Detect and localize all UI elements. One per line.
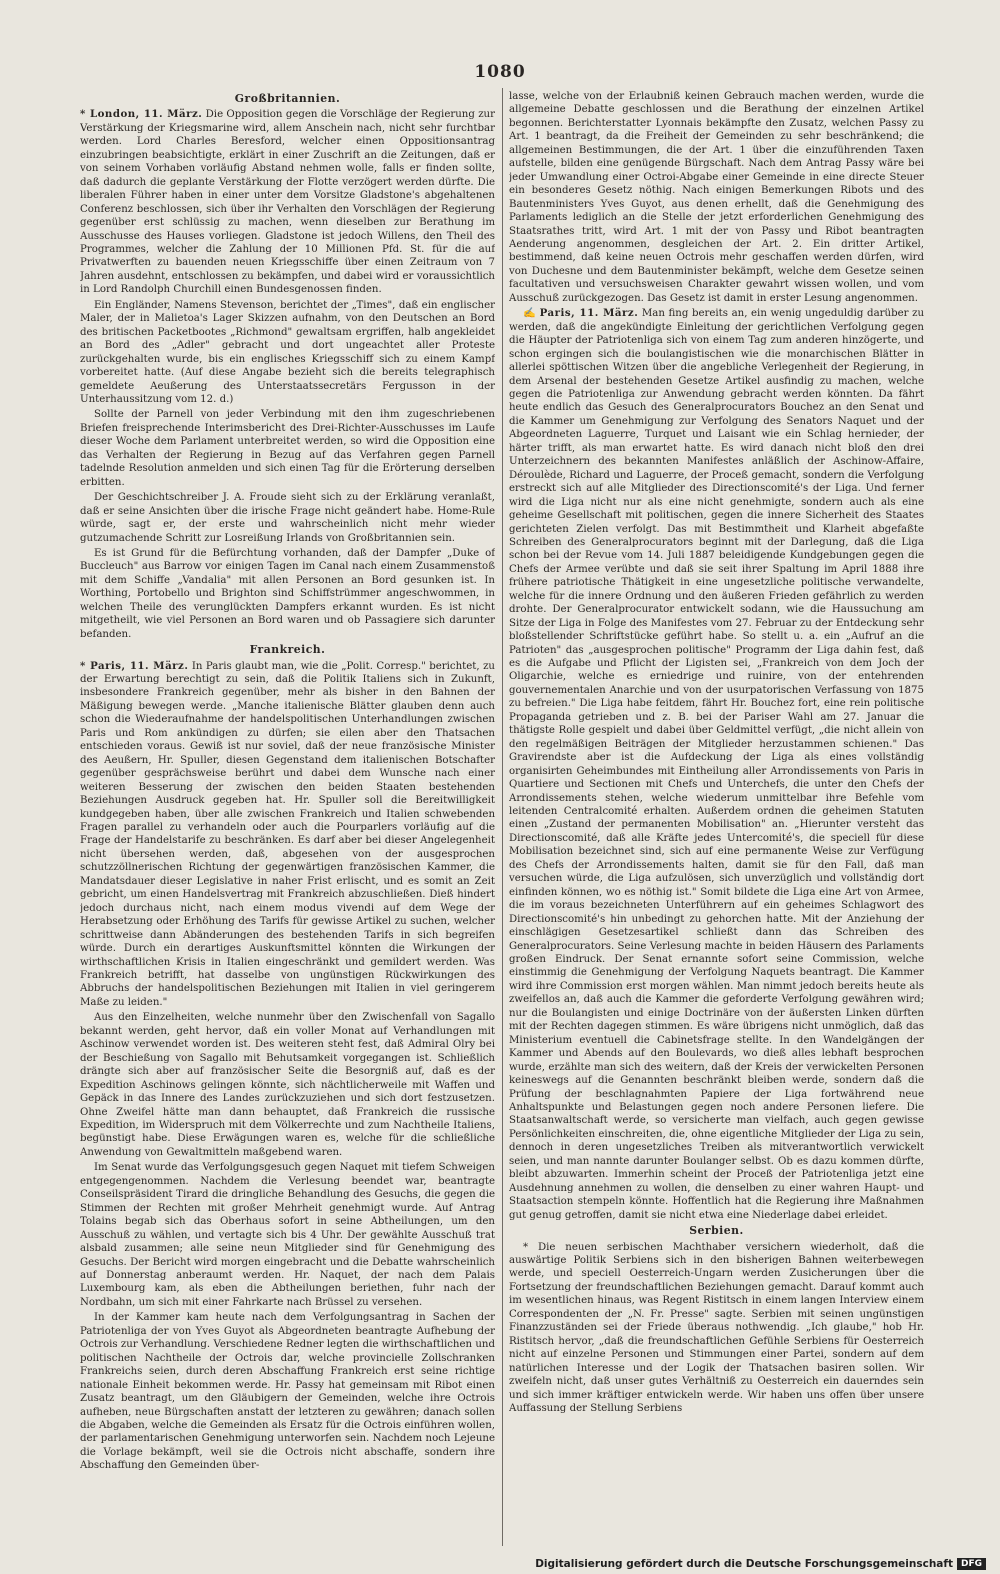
paragraph-text: Man fing bereits an, ein wenig ungeduldig darüber zu werden, daß die angekündigte Einleitung der gerichtlichen Verfolgung gegen die Häupter der Patriotenliga sich von einem Tag zum anderen hinzögerte, und schon ergingen sich die boulangistischen wie die monarchischen Blätter in allerlei spöttischen Witzen über die angebliche Verlegenheit der Regierung, in dem Arsenal der bestehenden Gesetze Artikel ausfindig zu machen, welche gegen die Patriotenliga zur Anwendung gebracht werden könnten. Da fährt heute endlich das Gesuch des Generalprocurators Bouchez an den Senat und die Kammer um Genehmigung zur Verfolgung des Senators Naquet und der Abgeordneten Laguerre, Turquet und Laisant wie ein Schlag hernieder, der härter trifft, als man erwartet hatte. Es wird danach nicht bloß den drei Unterzeichnern des bekannten Manifestes anläßlich der Aschinow-Affaire, Déroulède, Richard und Laguerre, der Proceß gemacht, sondern die Verfolgung erstreckt sich auf alle Mitglieder des Directionscomité's der Liga. Und ferner wird die Liga nicht nur als eine nicht genehmigte, sondern auch als eine geheime Gesellschaft mit politischen, gegen die innere Sicherheit des Staates gerichteten Zielen verfolgt. Das mit Bestimmtheit und Klarheit abgefaßte Schreiben des Generalprocurators beginnt mit der Darlegung, daß die Liga schon bei der Revue vom 14. Juli 1887 beleidigende Kundgebungen gegen die Chefs der Armee verübte und daß sie seit ihrer Spaltung im April 1888 ihre frühere patriotische Thätigkeit in eine ungesetzliche politische verwandelte, welche für die innere Ordnung und den äußeren Frieden gefährlich zu werden drohte. Der Generalprocurator entwickelt sodann, wie die Haussuchung am Sitze der Liga in Folge des Manifestes vom 27. Februar zu der Entdeckung sehr bloßstellender Schriftstücke geführt habe. So stellt u. a. ein „Aufruf an die Patrioten" das „ausgesprochen politische" Programm der Liga dahin fest, daß es die Aufgabe und Pflicht der Ligisten sei, „Frankreich von dem Joch der Oligarchie, welche es erniedrige und ruinire, von der entehrenden gouvernementalen Anarchie und von der usurpatorischen Verfassung von 1875 zu befreien." Die Liga habe feitdem, fährt Hr. Bouchez fort, eine rein politische Propaganda getrieben und z. B. bei der Pariser Wahl am 27. Januar die thätigste Rolle gespielt und dabei über Geldmittel verfügt, „die nicht allein von den regelmäßigen Beiträgen der Mitglieder herzustammen schienen." Das Gravirendste aber ist die Aufdeckung der Liga als eines vollständig organisirten Geheimbundes mit Eintheilung aller Arrondissements von Paris in Quartiere und Sectionen mit Chefs und Unterchefs, die unter den Chefs der Arrondissements stehen, welche wiederum unmittelbar ihre Befehle vom leitenden Centralcomité erhalten. Außerdem ordnen die geheimen Statuten einen „Zustand der permanenten Mobilisation" an. „Hierunter versteht das Directionscomité, daß alle Kräfte jedes Untercomité's, die speciell für diese Mobilisation bezeichnet sind, sich auf eine permanente Weise zur Verfügung des Chefs der Arrondissements halten, damit sie für den Fall, daß man versuchen würde, die Liga aufzulösen, sich unverzüglich und vollständig dort einfinden können, wo es nöthig ist." Somit bildete die Liga eine Art von Armee, die im voraus bezeichneten Unterführern auf ein geheimes Schlagwort des Directionscomité's hin unbedingt zu gehorchen hatte. Mit der Anziehung der einschlägigen Gesetzesartikel schließt dann das Schreiben des Generalprocurators. Seine Verlesung machte in beiden Häusern des Parlaments großen Eindruck. Der Senat ernannte sofort seine Commission, welche einstimmig die Genehmigung der Verfolgung Naquets beantragt. Die Kammer wird ihre Commission erst morgen wählen. Man nimmt jedoch bereits heute als zweifellos an, daß auch die Kammer die geforderte Verfolgung gewähren wird; nur die Boulangisten und einige Doctrinäre von der äußersten Linken dürften mit der Rechten dagegen stimmen. Es wäre übrigens nicht unmöglich, daß das Ministerium eventuell die Cabinetsfrage stellte. In den Wandelgängen der Kammer und Abends auf den Boulevards, wo dieß alles lebhaft besprochen wurde, erzählte man sich des weitern, daß der Kreis der verwickelten Personen keineswegs auf die Genannten beschränkt bleiben werde, sondern daß die Prüfung der beschlagnahmten Papiere der Liga fortwährend neue Anhaltspunkte und Belastungen gegen noch andere Personen liefere. Die Staatsanwaltschaft werde, so versicherte man vielfach, auch gegen gewisse Persönlichkeiten einschreiten, die, ohne eigentliche Mitglieder der Liga zu sein, dennoch in deren ungesetzliches Treiben als mitverantwortlich verwickelt seien, und man nannte darunter Boulanger selbst. Ob es dazu kommen dürfte, bleibt abzuwarten. Immerhin scheint der Proceß der Patriotenliga jetzt eine Ausdehnung annehmen zu wollen, die denselben zu einer wahren Haupt- und Staatsaction stempeln könnte. Hoffentlich hat die Regierung ihre Maßnahmen gut genug getroffen, damit sie nicht etwa eine Niederlage dabei erleidet. [509,308,924,1221]
section-heading-france: Frankreich. [249,643,326,657]
paragraph-text: Die Opposition gegen die Vorschläge der Regierung zur Verstärkung der Kriegsmarine wird, allem Anschein nach, nicht sehr furchtbar werden. Lord Charles Beresford, welcher einen Oppositionsantrag einzubringen beabsichtigte, erklärt in einer Zuschrift an die Zeitungen, daß er von seinem Vorhaben vorläufig Abstand nehmen wolle, falls er finden sollte, daß dadurch die geplante Verstärkung der Flotte verzögert werden dürfte. Die liberalen Führer haben in einer unter dem Vorsitze Gladstone's abgehaltenen Conferenz beschlossen, sich über ihr Verhalten den Vorschlägen der Regierung gegenüber erst schlüssig zu machen, wenn dieselben zur Berathung im Ausschusse des Hauses vorliegen. Gladstone ist jedoch Willens, den Theil des Programmes, welcher die Zahlung der 10 Millionen Pfd. St. für die auf Privatwerften zu bauenden neuen Kriegsschiffe über einen Zeitraum von 7 Jahren ausdehnt, entschlossen zu bekämpfen, und dabei wird er voraussichtlich in Lord Randolph Churchill einen Bundesgenossen finden. [80,109,495,296]
article-paragraph: Aus den Einzelheiten, welche nunmehr über den Zwischenfall von Sagallo bekannt werden, geht hervor, daß ein voller Monat auf Verhandlungen mit Aschinow verwendet worden ist. Des weiteren steht fest, daß Admiral Olry bei der Beschießung von Sagallo mit Behutsamkeit vorgegangen ist. Schließlich drängte sich aber auf französischer Seite die Besorgniß auf, daß es der Expedition Aschinows gelingen könnte, sich nächtlicherweile mit Waffen und Gepäck in das Innere des Landes zurückzuziehen und sich dort festzusetzen. Ohne Zweifel hätte man dann behauptet, daß Frankreich die russische Expedition, im Widerspruch mit dem Völkerrechte und zum Nachtheile Italiens, begünstigt habe. Diese Erwägungen waren es, welche für die schließliche Anwendung von Gewaltmitteln maßgebend waren. [80,1012,495,1158]
right-column [509,90,924,1550]
article-paragraph: lasse, welche von der Erlaubniß keinen Gebrauch machen werden, wurde die allgemeine Debatte geschlossen und die Berathung der einzelnen Artikel begonnen. Berichterstatter Lyonnais bekämpfte den Zusatz, welchen Passy zu Art. 1 beantragt, da die Freiheit der Gemeinden zu sehr beschränkend; die allgemeinen Bestimmungen, die der Art. 1 über die einzuführenden Taxen aufstelle, bilden eine genügende Bürgschaft. Nach dem Antrag Passy wäre bei jeder Umwandlung einer Octroi-Abgabe einer Gemeinde in eine directe Steuer ein besonderes Gesetz nöthig. Nach einigen Bemerkungen Ribots und des Bautenministers Yves Guyot, aus denen erhellt, daß die Genehmigung des Parlaments lediglich an die Stelle der jetzt erforderlichen Genehmigung des Staatsrathes tritt, wird Art. 1 mit der von Passy und Ribot beantragten Aenderung angenommen, desgleichen der Art. 2. Ein dritter Artikel, bestimmend, daß keine neuen Octrois mehr geschaffen werden dürfen, wird von Duchesne und dem Bautenminister bekämpft, welche dem Gesetze seinen facultativen und versuchsweisen Charakter gewahrt wissen wollen, und vom Ausschuß zurückgezogen. Das Gesetz ist damit in erster Lesung angenommen. [509,91,924,304]
dateline: * London, 11. März. [80,108,203,121]
paragraph-text: In Paris glaubt man, wie die „Polit. Corresp." berichtet, zu der Erwartung berechtigt zu sein, daß die Politik Italiens sich in Zukunft, insbesondere Frankreich gegenüber, mehr als bisher in den Bahnen der Mäßigung bewegen werde. „Manche italienische Blätter glauben denn auch schon die Wiederaufnahme der handelspolitischen Unterhandlungen zwischen Paris und Rom ankündigen zu dürfen; sie eilen aber den Thatsachen entschieden voraus. Gewiß ist nur soviel, daß der neue französische Minister des Aeußern, Hr. Spuller, diesen Gegenstand dem italienischen Botschafter gegenüber gesprächsweise berührt und dabei dem Wunsche nach einer weiteren Besserung der zwischen den beiden Staaten bestehenden Beziehungen Ausdruck gegeben hat. Hr. Spuller soll die Bereitwilligkeit kundgegeben haben, über alle zwischen Frankreich und Italien schwebenden Fragen parallel zu verhandeln oder auch die Pourparlers vorläufig auf die Frage der Handelstarife zu beschränken. Es darf aber bei dieser Angelegenheit nicht übersehen werden, daß, abgesehen von der ausgesprochen schutzzöllnerischen Richtung der gegenwärtigen französischen Kammer, die Mandatsdauer dieser Legislative in naher Frist erlischt, und es somit an Zeit gebricht, um einen Handelsvertrag mit Frankreich abzuschließen. Dieß hindert jedoch durchaus nicht, nach einem modus vivendi auf dem Wege der Herabsetzung oder Erhöhung des Tarifs für gewisse Artikel zu suchen, welcher schrittweise dann Abänderungen des bestehenden Tarifs in sich begreifen würde. Durch ein derartiges Auskunftsmittel könnten die Wirkungen der wirthschaftlichen Krisis in Italien eingeschränkt und gemildert werden. Was Frankreich betrifft, hat dasselbe von ungünstigen Rückwirkungen des Abbruchs der handelspolitischen Beziehungen mit Italien in viel geringerem Maße zu leiden." [80,660,495,1008]
dateline: Paris, 11. März. [539,307,639,320]
article-paragraph: * Die neuen serbischen Machthaber versichern wiederholt, daß die auswärtige Politik Serbiens sich in den bisherigen Bahnen weiterbewegen werde, und speciell Oesterreich-Ungarn werden Zusicherungen über die Fortsetzung der freundschaftlichen Beziehungen gemacht. Darauf kommt auch im wesentlichen hinaus, was Regent Ristitsch in einem langen Interview einem Correspondenten der „N. Fr. Presse" sagte. Serbien mit seinen ungünstigen Finanzzuständen sei der Friede überaus nothwendig. „Ich glaube," hob Hr. Ristitsch hervor, „daß die freundschaftlichen Gefühle Serbiens für Oesterreich nicht auf einzelne Personen und Stimmungen einer Partei, sondern auf dem natürlichen Interesse und der Logik der Thatsachen basiren sollen. Wir zweifeln nicht, daß unser gutes Verhältniß zu Oesterreich ein dauerndes sein und sich immer kräftiger entwickeln werde. Wir haben uns offen über unsere Auffassung der Stellung Serbiens [509,1241,924,1414]
digitization-footer [535,1558,986,1570]
article-paragraph: In der Kammer kam heute nach dem Verfolgungsantrag in Sachen der Patriotenliga der von Yves Guyot als Abgeordneten beantragte Aufhebung der Octrois zur Verhandlung. Verschiedene Redner legten die wirthschaftlichen und politischen Nachtheile der Octrois dar, welche provincielle Zollschranken Frankreichs seien, durch deren Abschaffung Frankreich erst seine richtige nationale Einheit bekommen werde. Hr. Passy hat gemeinsam mit Ribot einen Zusatz beantragt, um den Gläubigern der Gemeinden, welche ihre Octrois aufheben, neue Bürgschaften anstatt der letzteren zu gewähren; danach sollen die Abgaben, welche die Gemeinden als Ersatz für die Octrois einführen wollen, der parlamentarischen Genehmigung unterworfen sein. Nachdem noch Lejeune die Vorlage bekämpft, weil sie die Octrois nicht abschaffe, sondern ihre Abschaffung den Gemeinden über- [80,1312,495,1472]
article-paragraph [80,108,495,296]
article-paragraph [509,307,924,1222]
page-number: 1080 [474,62,526,82]
dateline: * Paris, 11. März. [80,659,189,672]
article-paragraph: Der Geschichtschreiber J. A. Froude sieht sich zu der Erklärung veranlaßt, daß er seine Ansichten über die irische Frage nicht geändert habe. Home-Rule würde, sagt er, der erste und wahrscheinlich nicht mehr wieder gutzumachende Schritt zur Losreißung Irlands von Großbritannien sein. [80,492,495,544]
section-heading-great-britain: Großbritannien. [234,92,341,105]
left-column [80,90,495,1550]
dfg-logo: DFG [957,1558,986,1570]
section-heading-serbia: Serbien. [689,1224,744,1238]
article-paragraph: Im Senat wurde das Verfolgungsgesuch gegen Naquet mit tiefem Schweigen entgegengenommen. Nachdem die Verlesung beendet war, beantragte Conseilspräsident Tirard die dringliche Behandlung des Gesuchs, die gegen die Stimmen der Rechten mit großer Mehrheit genehmigt wurde. Auf Antrag Tolains begab sich das Oberhaus sofort in seine Abtheilungen, um den Ausschuß zu wählen, und vertagte sich bis 4 Uhr. Der gewählte Ausschuß trat alsbald zusammen; alle seine neun Mitglieder sind für Genehmigung des Gesuchs. Der Bericht wird morgen eingebracht und die Debatte wahrscheinlich auf Donnerstag anberaumt werden. Hr. Naquet, der nach dem Palais Luxembourg kam, als eben die Abtheilungen beriethen, fuhr nach der Nordbahn, um sich mit einer Fahrkarte nach Brüssel zu versehen. [80,1162,495,1308]
article-paragraph: Es ist Grund für die Befürchtung vorhanden, daß der Dampfer „Duke of Buccleuch" aus Barrow vor einigen Tagen im Canal nach einem Zusammenstoß mit dem Schiffe „Vandalia" mit allen Personen an Bord gesunken ist. In Worthing, Portobello und Brighton sind Schiffstrümmer angeschwommen, in welchen Theile des verunglückten Dampfers erkannt wurden. Es ist nicht mitgetheilt, wie viel Personen an Bord waren und ob Passagiere sich darunter befanden. [80,547,495,640]
article-paragraph [80,660,495,1010]
footer-text: Digitalisierung gefördert durch die Deutsche Forschungsgemeinschaft [535,1558,953,1570]
article-paragraph: Ein Engländer, Namens Stevenson, berichtet der „Times", daß ein englischer Maler, der in Malietoa's Lager Skizzen aufnahm, von den Deutschen an Bord des britischen Packetbootes „Richmond" gewaltsam ergriffen, halb angekleidet an Bord des „Adler" gebracht und dort ungeachtet aller Proteste zurückgehalten wurde, bis ein englisches Kriegsschiff sich zu einem Kampf vorbereitet hatte. (Auf diese Angabe bezieht sich die bereits telegraphisch gemeldete Aeußerung des Unterstaatssecretärs Fergusson in der Unterhaussitzung vom 12. d.) [80,299,495,405]
column-divider [502,88,503,1546]
article-paragraph: Sollte der Parnell von jeder Verbindung mit den ihm zugeschriebenen Briefen freisprechende Interimsbericht des Drei-Richter-Ausschusses im Laufe dieser Woche dem Parlament unterbreitet werden, so wird die Opposition eine das Verhalten der Regierung in Bezug auf das Verfahren gegen Parnell tadelnde Resolution anmelden und sich einen Tag für die Erörterung derselben erbitten. [80,409,495,488]
correspondent-mark-icon: ✍ [523,308,537,320]
